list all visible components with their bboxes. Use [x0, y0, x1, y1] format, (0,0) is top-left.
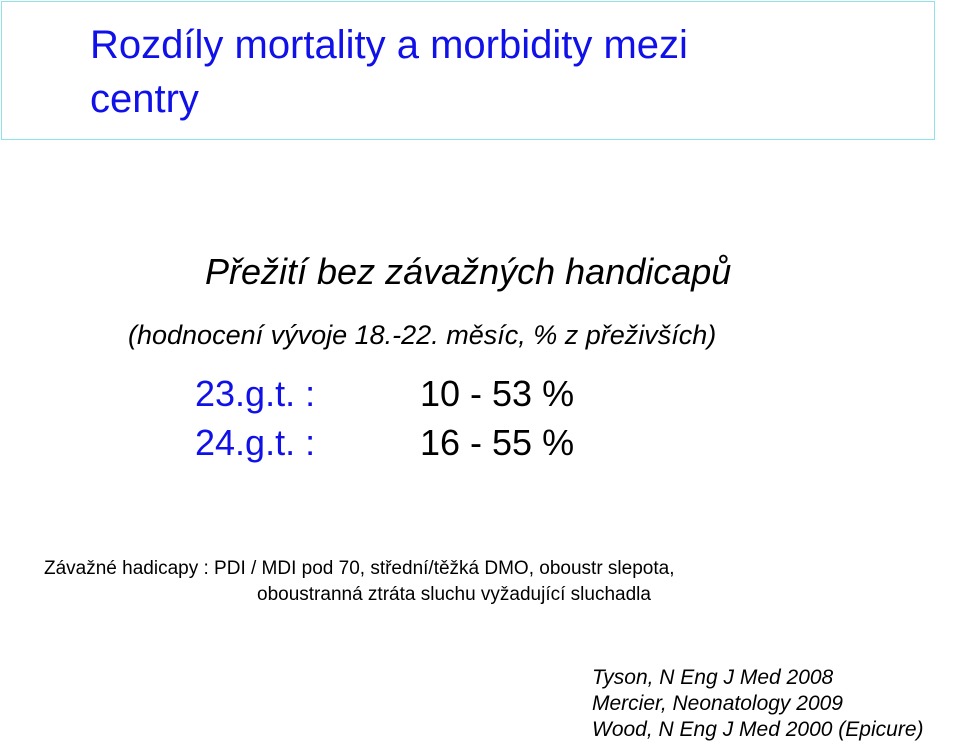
assessment-note: (hodnocení vývoje 18.-22. měsíc, % z přeživších) — [128, 320, 717, 350]
slide-title-line1: Rozdíly mortality a morbidity mezi — [90, 23, 688, 67]
handicap-definition-line1: Závažné hadicapy : PDI / MDI pod 70, střední/těžká DMO, oboustr slepota, — [44, 558, 675, 579]
handicap-definition — [44, 556, 924, 608]
slide-title-line2: centry — [90, 77, 199, 121]
reference-item: Tyson, N Eng J Med 2008 — [592, 666, 834, 689]
references-list — [592, 665, 924, 743]
handicap-definition-line2: oboustranná ztráta sluchu vyžadující sluchadla — [257, 584, 651, 605]
survival-range-value: 16 - 55 % — [420, 422, 575, 463]
gestational-age-label: 23.g.t. : — [195, 373, 316, 414]
slide-title — [90, 18, 890, 126]
reference-item: Wood, N Eng J Med 2000 (Epicure) — [592, 718, 924, 741]
survival-range-value: 10 - 53 % — [420, 373, 575, 414]
title-box — [1, 1, 935, 140]
slide-subtitle: Přežití bez závažných handicapů — [205, 251, 732, 292]
reference-item: Mercier, Neonatology 2009 — [592, 692, 843, 715]
gestational-age-label: 24.g.t. : — [195, 422, 316, 463]
